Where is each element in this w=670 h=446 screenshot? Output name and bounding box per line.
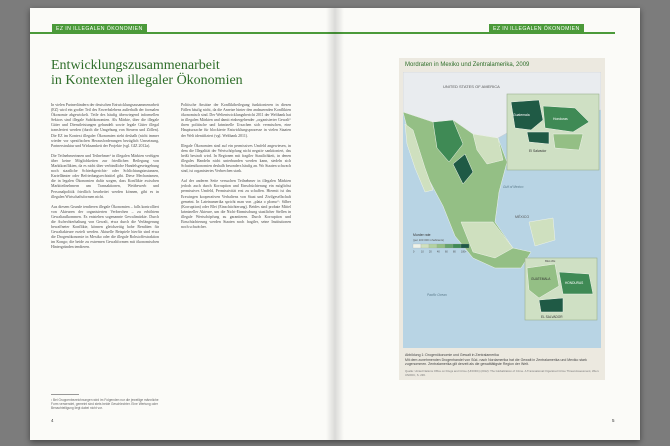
document-spread [30,8,640,440]
page-number-left: 4 [51,418,54,423]
el-salvador-inset-shape [539,298,563,312]
footnote-rule [51,394,79,395]
legend-title: Murder rate [413,233,431,237]
figure-source: Quelle: United Nations Office on Drugs and Crime (UNODC) (2012): The Globalization of Crime. A Transnational Organized Crime Threat Assessment, Wien: UNODC, S. 236. [405,369,600,377]
label-pacific: Pacific Ocean [427,293,447,297]
paragraph: Politische Ansätze der Konfliktbeilegung funktionieren in diesen Fällen häufig nicht, da die Anreize hinter den andauernden Konflikten ökonomisch sind. Der Weltentwicklungsbericht 2011 der Weltbank hat in illegalen Märkten und damit einhergehender „organisierter Gewalt“ ihren politische und kriminelle Ursachen sich vermischen, eine Hauptursache für blockierte Entwicklungsprozesse in vielen Staaten der Welt identifiziert (vgl. Weltbank 2011). [181,103,291,138]
paragraph: Illegale Ökonomien sind auf ein permissives Umfeld angewiesen, in dem die Illegalität der Wertschöpfung nicht negativ sanktioniert, das heißt bestraft wird. In Regionen mit fragiler Staatlichkeit, in denen illegales Handeln nicht unterbunden werden kann, siedeln sich Schattenökonomien deshalb besonders häufig an. Wo Staaten schwach sind, ist organisiertes Verbrechen stark. [181,143,291,174]
murder-rate-map [403,72,601,348]
legend-subtitle: (per 100 000 inhabitants) [413,238,445,242]
right-page [335,8,640,440]
footnote: ¹ Bei Gruppenbezeichnungen wird im Folgenden nur die jeweilige männliche Form verwendet, gemeint sind stets beide Geschlechter. Eine Wertung oder Benachteiligung liegt dabei nicht vor. [51,398,159,410]
label-el-salvador-inset: EL SALVADOR [541,315,563,319]
title-line-1: Entwicklungszusammenarbeit [51,58,220,73]
nicaragua-shape [553,134,583,150]
legend-swatch [437,244,445,248]
label-honduras-inset: HONDURAS [565,281,584,285]
label-el-salvador: El Salvador [529,149,547,153]
paragraph: Aus diesem Grunde tendieren illegale Ökonomien – falls kontrolliert von Akteuren der organisierten Verbrechen – zu erhöhtem Gewaltaufkommen. Es entstehen sogenannte Gewaltmärkte. Durch die Aufrechterhaltung von Gewalt, etwa durch die Verlängerung bewaffneter Konflikte, können gleichzeitig hohe Renditen für Gewaltakteure erzielt werden. Aktuelle Beispiele hierfür sind etwa die Drogenökonomie in Mexiko oder die illegale Rohstoffextraktion im Kongo; die beide zu extremen Gewaltformen mit ökonomischen Hintergründen tendieren. [51,204,159,250]
caption-title: Abbildung 1: Drogenökonomie und Gewalt in Zentralamerika [405,353,499,357]
el-salvador-shape [527,132,549,144]
paragraph: In vielen Partnerländern der deutschen Entwicklungszusammenarbeit (EZ) wird ein großer Teil des Erwerbslebens außerhalb der formalen Ökonomie abgewickelt. Teile des häufig überwiegend informellen Sektors sind illegale Subökonomien. Als Märkte, über die illegale Güter und Dienstleistungen gehandelt sowie legale Güter illegal transferiert werden (durch die Umgehung von Steuern und Zöllen). Die EZ im Kontext illegaler Ökonomien steht deshalb (nicht immer wieder vor spezifischen Herausforderungen bezüglich Umsetzung, Partnerstruktur und Wirksamkeit der Projekte (vgl. GIZ 2012a). [51,103,159,148]
legend-swatch [413,244,421,248]
section-tag: EZ IN ILLEGALEN ÖKONOMIEN [489,24,584,34]
paragraph: Die Teilnehmerinnen und Teilnehmer¹ in illegalen Märkten verfügen über keine Möglichkeiten zur friedlichen Beilegung von Marktkonflikten, da es nicht über verbindliche Handelsgesetzgebung noch staatliche Schiedsgerichts- oder Schlichtungsinstanzen, Kartellämter oder Befriedungsrechtstitel gibt. Diese Mechanismen, die in legalen Ökonomien dafür sorgen, dass Konflikte zwischen Marktteilnehmern um Transaktionen, Wettbewerb und Personalpolitik friedlich bearbeitet werden können, gibt es in illegalen Wirtschaftsformen nicht. [51,153,159,199]
caption-text: Mit dem zunehmenden Drogenhandel von Süd- nach Nordamerika hat die Gewalt in Zentralamerika und Mexiko stark zugenommen. Zentralamerika gilt derzeit als die gewalttätigste Region der Welt. [405,357,587,367]
label-usa: UNITED STATES OF AMERICA [443,84,500,89]
label-belize: BELIZE [545,259,556,263]
map-figure [399,58,605,380]
label-gulf: Gulf of Mexico [503,185,524,189]
legend-swatch [421,244,429,248]
legend-tick-label: 100+ [461,250,467,254]
paragraph: Auf der anderen Seite versuchen Teilnehmer in illegalen Märkten jedoch auch durch Korruption und Einschüchterung ein möglichst permissives Umfeld, Permissivität erst zu schaffen. Hiermit ist das Erzwingen kooperativen Verhaltens von Staat und Zivilgesellschaft gemeint. In Lateinamerika spricht man von „plata o plomo“: Silber (Korruption) oder Blei (Einschüchterung). Beides sind probate Mittel krimineller Akteure, um die Nicht-Einmischung staatlicher Stellen in illegale Wertschöpfung zu garantieren. Durch Korruption und Einschüchterung werden Staaten noch fragiler, seine Institutionen noch schwächer. [181,179,291,230]
label-guatemala: Guatemala [513,113,530,117]
legend-tick-label: 20 [429,250,432,254]
legend-swatch [453,244,461,248]
left-page [30,8,335,440]
legend-tick-label: 60 [445,250,448,254]
title-line-2: in Kontexten illegaler Ökonomien [51,73,243,88]
legend-swatch [461,244,469,248]
figure-caption [405,353,605,367]
body-column-2 [181,103,291,235]
page-title [51,58,301,88]
map-title: Mordraten in Mexiko und Zentralamerika, 2009 [405,62,530,68]
page-number-right: 5 [612,418,615,423]
label-mexico: MÉXICO [515,215,530,219]
section-tag: EZ IN ILLEGALEN ÖKONOMIEN [52,24,147,34]
legend-swatch [445,244,453,248]
label-honduras: Honduras [553,117,568,121]
legend-tick-label: 10 [421,250,424,254]
legend-tick-label: 80 [453,250,456,254]
label-guatemala-inset: GUATEMALA [531,277,551,281]
legend-swatch [429,244,437,248]
body-column-1 [51,103,159,256]
legend-tick-label: 40 [437,250,440,254]
legend-tick-label: 0 [413,250,415,254]
